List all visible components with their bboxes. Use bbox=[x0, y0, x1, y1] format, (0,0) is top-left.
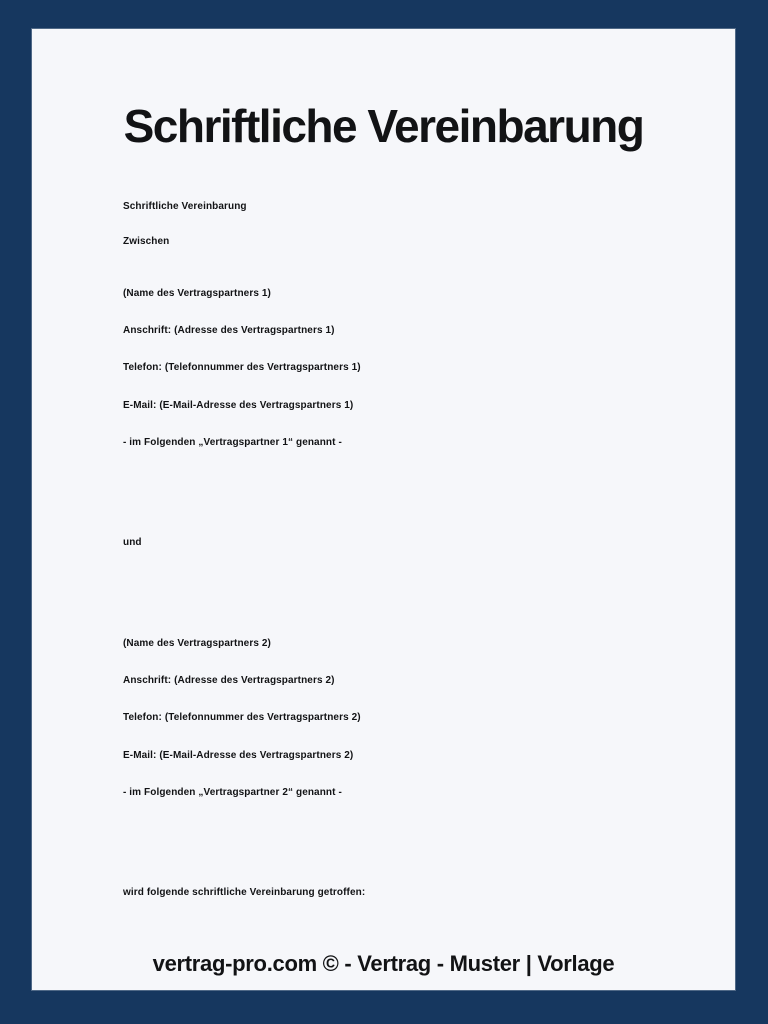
doc-line-und: und bbox=[123, 537, 142, 548]
document-page bbox=[32, 29, 735, 990]
doc-line-partner1-name: (Name des Vertragspartners 1) bbox=[123, 288, 271, 299]
doc-line-heading: Schriftliche Vereinbarung bbox=[123, 201, 247, 212]
doc-line-zwischen: Zwischen bbox=[123, 236, 170, 247]
doc-line-schlussformel: wird folgende schriftliche Vereinbarung getroffen: bbox=[123, 887, 366, 898]
doc-line-partner1-telefon: Telefon: (Telefonnummer des Vertragspartners 1) bbox=[123, 362, 361, 373]
doc-line-partner2-email: E-Mail: (E-Mail-Adresse des Vertragspartners 2) bbox=[123, 750, 354, 761]
doc-line-partner2-telefon: Telefon: (Telefonnummer des Vertragspartners 2) bbox=[123, 712, 361, 723]
doc-line-partner2-anschrift: Anschrift: (Adresse des Vertragspartners 2) bbox=[123, 675, 335, 686]
doc-line-partner2-name: (Name des Vertragspartners 2) bbox=[123, 638, 271, 649]
doc-line-partner2-genannt: - im Folgenden „Vertragspartner 2“ genannt - bbox=[123, 787, 342, 798]
doc-line-partner1-anschrift: Anschrift: (Adresse des Vertragspartners 1) bbox=[123, 325, 335, 336]
document-title: Schriftliche Vereinbarung bbox=[123, 100, 644, 152]
doc-line-partner1-genannt: - im Folgenden „Vertragspartner 1“ genannt - bbox=[123, 437, 342, 448]
doc-line-partner1-email: E-Mail: (E-Mail-Adresse des Vertragspartners 1) bbox=[123, 400, 354, 411]
footer-branding: vertrag-pro.com © - Vertrag - Muster | Vorlage bbox=[152, 951, 615, 976]
